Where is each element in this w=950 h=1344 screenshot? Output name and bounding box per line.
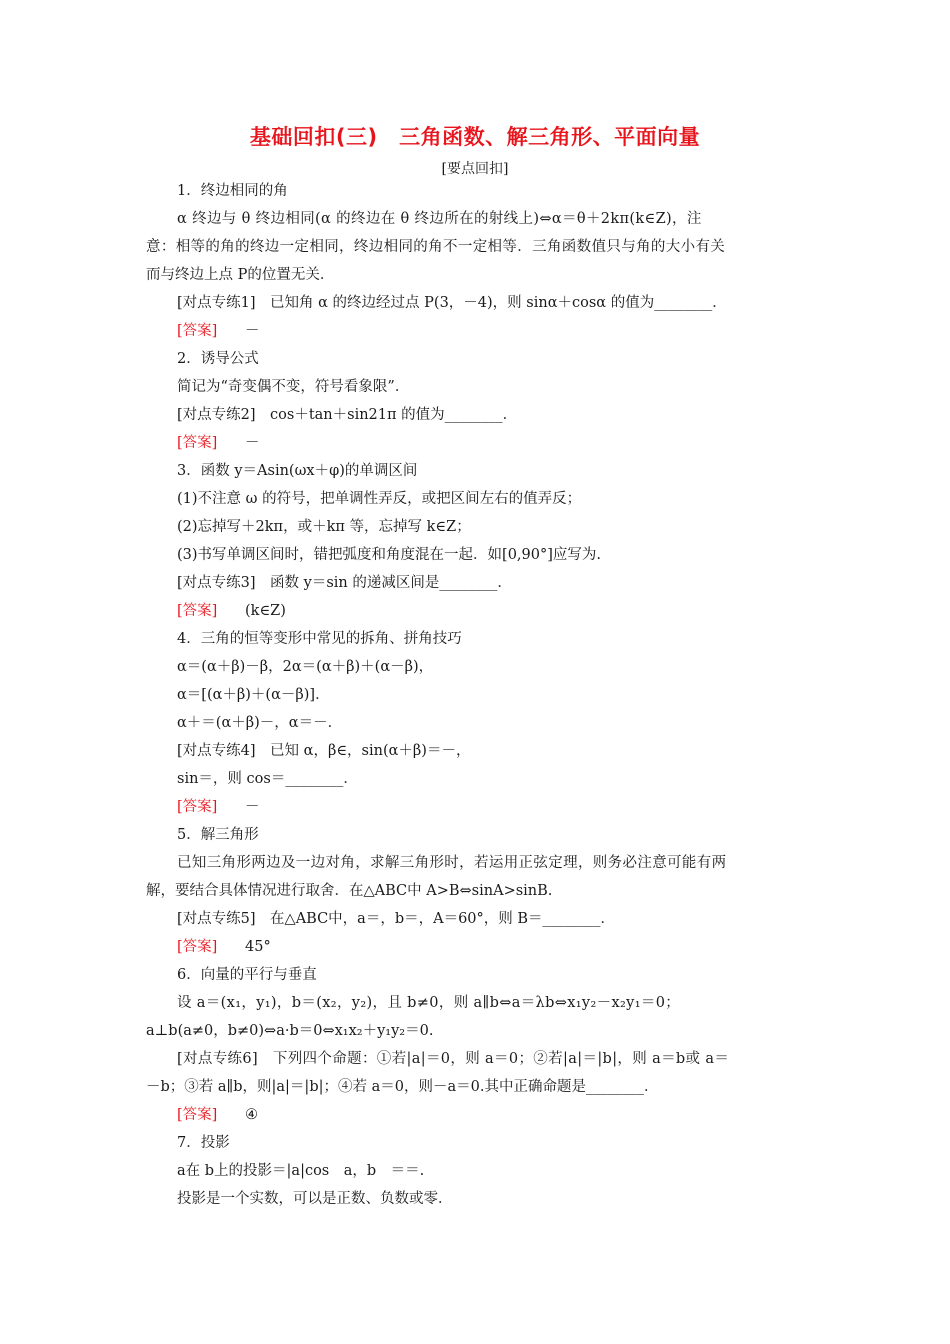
answer-label: [答案]: [177, 603, 218, 619]
heading-5: 5．解三角形: [177, 827, 259, 843]
answer-value: 45°: [245, 939, 271, 955]
heading-6: 6．向量的平行与垂直: [177, 967, 317, 983]
formula-line: 设 a＝(x₁，y₁)，b＝(x₂，y₂)，且 b≠0，则 a∥b⇔a＝λb⇔x₁y₂－x₂y₁＝0；: [177, 995, 681, 1011]
paragraph-line: (3)书写单调区间时，错把弧度和角度混在一起．如[0,90°]应写为.: [177, 547, 601, 563]
formula-line: α＝[(α＋β)＋(α－β)]．: [177, 687, 330, 703]
paragraph-line: 意：相等的角的终边一定相同，终边相同的角不一定相等．三角函数值只与角的大小有关: [146, 239, 726, 255]
paragraph-line: 投影是一个实数，可以是正数、负数或零．: [177, 1191, 453, 1207]
paragraph-line: α 终边与 θ 终边相同(α 的终边在 θ 终边所在的射线上)⇔α＝θ＋2kπ(k∈Z)，注: [177, 211, 702, 227]
exercise-6: [对点专练6] 下列四个命题：①若|a|＝0，则 a＝0；②若|a|＝|b|，则 a＝b或 a＝: [177, 1051, 730, 1067]
page-title: 基础回扣(三) 三角函数、解三角形、平面向量: [249, 125, 701, 149]
paragraph-line: (1)不注意 ω 的符号，把单调性弄反，或把区间左右的值弄反；: [177, 491, 582, 507]
exercise-3: [对点专练3] 函数 y＝sin 的递减区间是________．: [177, 575, 512, 591]
answer-value: －: [245, 323, 260, 339]
heading-1: 1．终边相同的角: [177, 183, 288, 199]
answer-value: (k∈Z): [245, 603, 286, 619]
heading-2: 2．诱导公式: [177, 351, 259, 367]
exercise-1: [对点专练1] 已知角 α 的终边经过点 P(3，－4)，则 sinα＋cosα 的值为________．: [177, 295, 727, 311]
answer-value: ④: [245, 1107, 258, 1123]
answer-label: [答案]: [177, 323, 218, 339]
heading-3: 3．函数 y＝Asin(ωx＋φ)的单调区间: [177, 463, 418, 479]
paragraph-line: 解，要结合具体情况进行取舍．在△ABC中 A>B⇔sinA>sinB.: [146, 883, 553, 899]
exercise-2: [对点专练2] cos＋tan＋sin21π 的值为________．: [177, 407, 518, 423]
answer-value: －: [245, 799, 260, 815]
answer-label: [答案]: [177, 939, 218, 955]
answer-label: [答案]: [177, 799, 218, 815]
answer-label: [答案]: [177, 435, 218, 451]
exercise-6-cont: －b；③若 a∥b，则|a|＝|b|；④若 a＝0，则－a＝0.其中正确命题是________．: [146, 1079, 659, 1095]
paragraph-line: 而与终边上点 P的位置无关．: [146, 267, 335, 283]
exercise-4-cont: sin＝，则 cos＝________．: [177, 771, 358, 787]
answer-label: [答案]: [177, 1107, 218, 1123]
exercise-4: [对点专练4] 已知 α，β∈，sin(α＋β)＝－，: [177, 743, 471, 759]
paragraph-line: 简记为“奇变偶不变，符号看象限”．: [177, 379, 410, 395]
section-subtitle: [要点回扣]: [441, 161, 509, 177]
heading-4: 4．三角的恒等变形中常见的拆角、拼角技巧: [177, 631, 462, 647]
heading-7: 7．投影: [177, 1135, 230, 1151]
paragraph-line: 已知三角形两边及一边对角，求解三角形时，若运用正弦定理，则务必注意可能有两: [177, 855, 727, 871]
formula-line: a⊥b(a≠0，b≠0)⇔a·b＝0⇔x₁x₂＋y₁y₂＝0.: [146, 1023, 434, 1039]
formula-line: α＋＝(α＋β)－，α＝－．: [177, 715, 343, 731]
answer-value: －: [245, 435, 260, 451]
paragraph-line: (2)忘掉写＋2kπ，或＋kπ 等，忘掉写 k∈Z；: [177, 519, 471, 535]
exercise-5: [对点专练5] 在△ABC中，a＝，b＝，A＝60°，则 B＝________．: [177, 911, 616, 927]
formula-line: α＝(α＋β)－β，2α＝(α＋β)＋(α－β)，: [177, 659, 434, 675]
formula-line: a在 b上的投影＝|a|cos a，b ＝＝.: [177, 1163, 425, 1179]
